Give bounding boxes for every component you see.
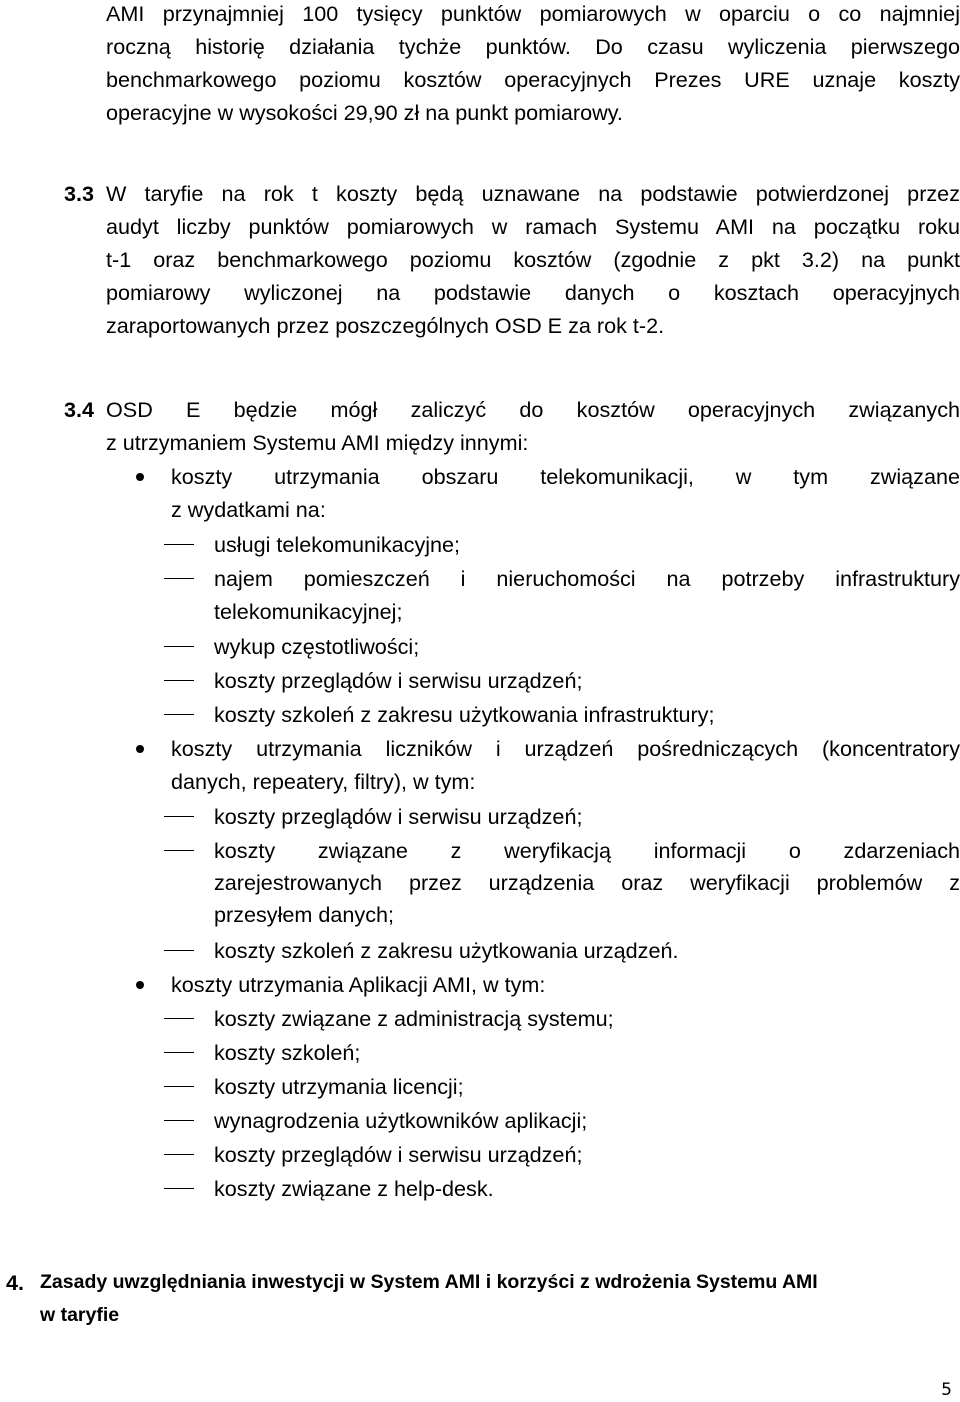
dash-icon [164,680,194,681]
bullet-line: koszty utrzymania Aplikacji AMI, w tym: [171,972,546,997]
dash-line: koszty przeglądów i serwisu urządzeń; [214,1142,583,1167]
dash-line: koszty szkoleń z zakresu użytkowania infrastruktury; [214,702,715,727]
dash-line: koszty szkoleń z zakresu użytkowania urządzeń. [214,938,679,963]
dash-line: najem pomieszczeń i nieruchomości na potrzeby infrastruktury [214,566,960,591]
dash-icon [164,1018,194,1019]
dash-line: przesyłem danych; [214,902,395,927]
intro-line: operacyjne w wysokości 29,90 zł na punkt pomiarowy. [106,100,623,125]
dash-line: koszty szkoleń; [214,1040,361,1065]
dash-icon [164,850,194,851]
dash-icon [164,714,194,715]
dash-icon [164,578,194,579]
section-line: t-1 oraz benchmarkowego poziomu kosztów (zgodnie z pkt 3.2) na punkt [106,247,960,272]
section-number: 3.3 [64,181,95,206]
dash-line: koszty przeglądów i serwisu urządzeń; [214,804,583,829]
bullet-line: koszty utrzymania liczników i urządzeń pośredniczących (koncentratory [171,736,960,761]
intro-line: benchmarkowego poziomu kosztów operacyjnych Prezes URE uznaje koszty [106,67,960,92]
dash-icon [164,646,194,647]
dash-line: koszty związane z weryfikacją informacji o zdarzeniach [214,838,960,863]
dash-line: wynagrodzenia użytkowników aplikacji; [214,1108,588,1133]
bullet-line: z wydatkami na: [171,497,326,522]
heading-title [40,1266,960,1332]
dash-line: koszty przeglądów i serwisu urządzeń; [214,668,583,693]
section-line: OSD E będzie mógł zaliczyć do kosztów operacyjnych związanych [106,397,960,422]
intro-line: roczną historię działania tychże punktów. Do czasu wyliczenia pierwszego [106,34,960,59]
dash-icon [164,544,194,545]
intro-line: AMI przynajmniej 100 tysięcy punktów pomiarowych w oparciu o co najmniej [106,1,960,26]
dash-icon [164,1120,194,1121]
dash-icon [164,1086,194,1087]
bullet-dot-icon [136,473,144,481]
dash-line: wykup częstotliwości; [214,634,420,659]
section-line: zaraportowanych przez poszczególnych OSD E za rok t-2. [106,313,665,338]
section-line: pomiarowy wyliczonej na podstawie danych o kosztach operacyjnych [106,280,960,305]
dash-icon [164,950,194,951]
dash-icon [164,816,194,817]
section-line: W taryfie na rok t koszty będą uznawane na podstawie potwierdzonej przez [106,181,960,206]
section-line: z utrzymaniem Systemu AMI między innymi: [106,430,529,455]
page-number: 5 [941,1380,952,1400]
bullet-line: danych, repeatery, filtry), w tym: [171,769,476,794]
dash-line: telekomunikacyjnej; [214,599,403,624]
dash-icon [164,1154,194,1155]
bullet-dot-icon [136,981,144,989]
bullet-line: koszty utrzymania obszaru telekomunikacji, w tym związane [171,464,960,489]
dash-line: koszty związane z administracją systemu; [214,1006,614,1031]
section-line: audyt liczby punktów pomiarowych w ramach Systemu AMI na początku roku [106,214,960,239]
dash-line: zarejestrowanych przez urządzenia oraz weryfikacji problemów z [214,870,960,895]
dash-icon [164,1052,194,1053]
bullet-dot-icon [136,745,144,753]
heading-line: Zasady uwzględniania inwestycji w System AMI i korzyści z wdrożenia Systemu AMI [40,1271,818,1293]
dash-line: koszty utrzymania licencji; [214,1074,464,1099]
dash-line: usługi telekomunikacyjne; [214,532,461,557]
dash-line: koszty związane z help-desk. [214,1176,494,1201]
heading-line: w taryfie [40,1304,120,1326]
heading-number: 4. [6,1270,25,1295]
section-number: 3.4 [64,397,95,422]
dash-icon [164,1188,194,1189]
